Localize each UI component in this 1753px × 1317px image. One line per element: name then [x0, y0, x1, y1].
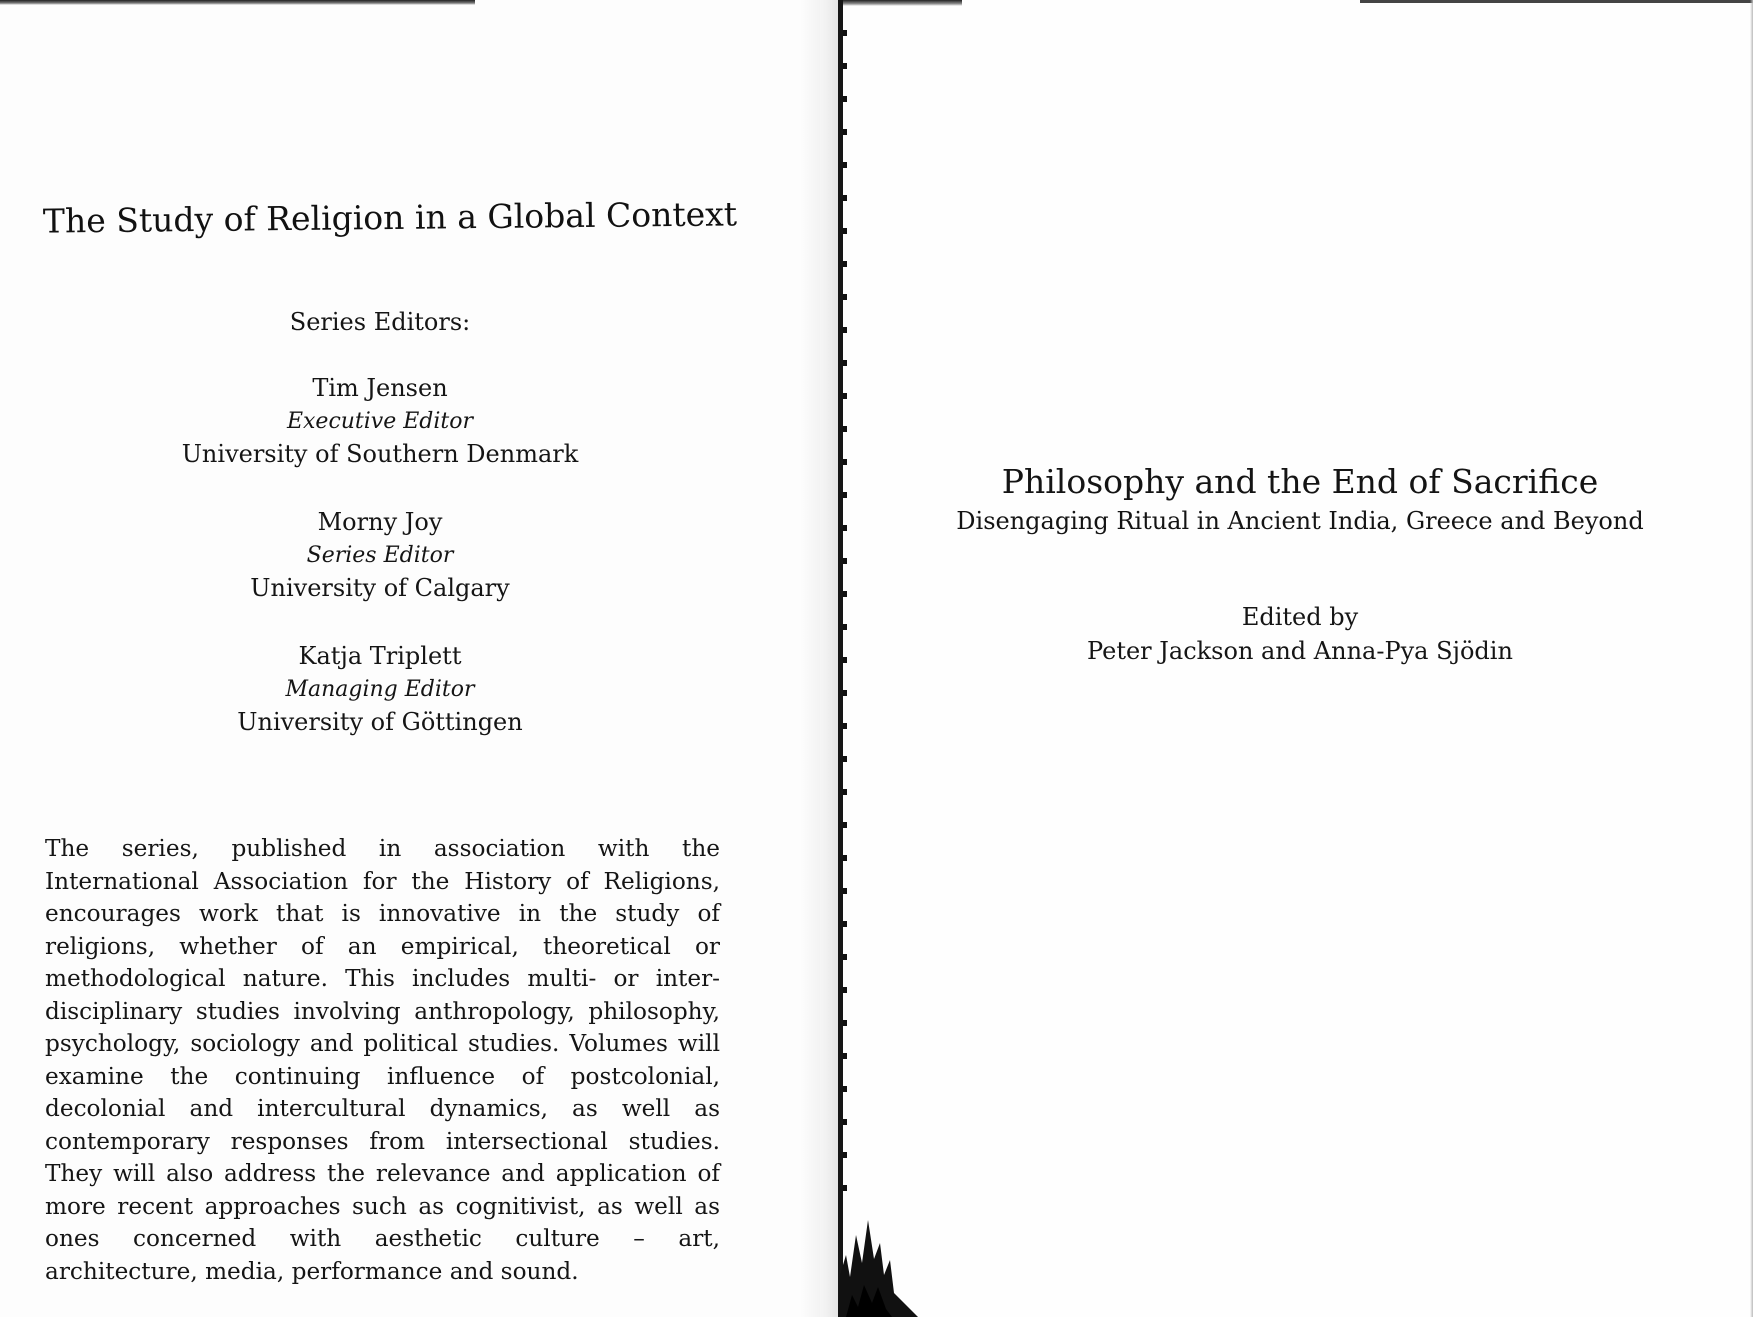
- series-editors: [80, 302, 680, 774]
- spine-stitch: [843, 987, 847, 993]
- spine-stitch: [843, 1152, 847, 1158]
- spine-stitch: [843, 789, 847, 795]
- spine-stitch: [843, 327, 847, 333]
- spine-stitch: [843, 1020, 847, 1026]
- editor-entry: [80, 506, 680, 605]
- edited-by-label: Edited by: [1241, 603, 1359, 631]
- spine-stitch: [843, 558, 847, 564]
- spine-stitch: [843, 195, 847, 201]
- spine-stitch: [843, 492, 847, 498]
- spine-stitch: [843, 1086, 847, 1092]
- spine-stitch: [843, 162, 847, 168]
- spine-stitch: [843, 96, 847, 102]
- spine-stitch: [843, 393, 847, 399]
- editor-affiliation: University of Göttingen: [237, 708, 523, 736]
- spine-stitch: [843, 591, 847, 597]
- scan-edge-top-left: [0, 0, 475, 5]
- editor-affiliation: University of Calgary: [250, 574, 510, 602]
- spine-stitch: [843, 525, 847, 531]
- spine-stitch: [843, 129, 847, 135]
- edited-by-block: [1000, 600, 1600, 668]
- spine-stitch: [843, 1185, 847, 1191]
- spine-stitch: [843, 657, 847, 663]
- editor-role: Series Editor: [306, 543, 454, 568]
- volume-editors: Peter Jackson and Anna-Pya Sjödin: [1087, 637, 1513, 665]
- spine-stitch: [843, 888, 847, 894]
- gutter-shadow: [800, 0, 842, 1317]
- spine-stitch: [843, 261, 847, 267]
- editor-entry: [80, 372, 680, 471]
- series-title: The Study of Religion in a Global Context: [42, 194, 738, 241]
- editor-role: Executive Editor: [286, 409, 474, 434]
- spine-stitch: [843, 690, 847, 696]
- spine-stitch: [843, 459, 847, 465]
- editor-name: Tim Jensen: [312, 374, 448, 402]
- book-title: Philosophy and the End of Sacrifice: [1001, 462, 1599, 501]
- spine-stitch: [843, 360, 847, 366]
- spine-stitch: [843, 723, 847, 729]
- spine-stitch: [843, 756, 847, 762]
- spine-stitch: [843, 921, 847, 927]
- scan-edge-top-right: [842, 0, 962, 6]
- book-subtitle: Disengaging Ritual in Ancient India, Greece and Beyond: [956, 507, 1644, 535]
- editor-affiliation: University of Southern Denmark: [181, 440, 579, 468]
- editor-entry: [80, 640, 680, 739]
- spine-stitch: [843, 954, 847, 960]
- spine-stitch: [843, 63, 847, 69]
- series-description: The series, published in association with the International Association for the History of Religions, encourages work that is innovative in the study of religions, whether of an empirical, theoretical or methodological nature. This includes multi- or inter-disciplinary studies involving anthropology, philosophy, psychology, sociology and political studies. Volumes will examine the continuing influence of postcolonial, decolonial and intercultural dynamics, as well as contemporary responses from intersectional studies. They will also address the relevance and application of more recent approaches such as cognitivist, as well as ones concerned with aesthetic culture – art, architecture, media, performance and sound.: [45, 835, 720, 1285]
- spine-stitch: [843, 30, 847, 36]
- spine-stitch: [843, 1119, 847, 1125]
- spine-stitch: [843, 1053, 847, 1059]
- series-editors-heading: Series Editors:: [289, 308, 471, 336]
- editor-role: Managing Editor: [285, 677, 475, 702]
- spine-stitch: [843, 294, 847, 300]
- left-page: [0, 0, 820, 1317]
- editor-name: Morny Joy: [317, 508, 443, 536]
- spine-ink-blot: [828, 1215, 918, 1317]
- spine-stitch: [843, 228, 847, 234]
- spine-stitch: [843, 426, 847, 432]
- book-title-block: [930, 460, 1670, 538]
- spine-stitch: [843, 855, 847, 861]
- spine-stitch: [843, 822, 847, 828]
- editor-name: Katja Triplett: [298, 642, 462, 670]
- scan-edge-top-right-thin: [1360, 0, 1753, 3]
- spine-stitch: [843, 624, 847, 630]
